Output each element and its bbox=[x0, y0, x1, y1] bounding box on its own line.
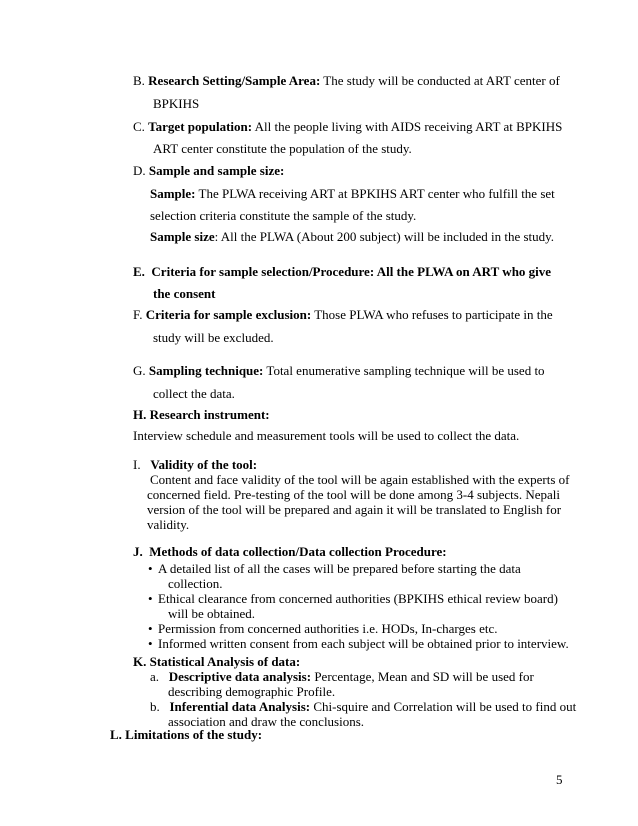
section-j-marker: J. bbox=[133, 544, 143, 559]
analysis-b-line1 bbox=[150, 699, 576, 715]
section-g-text1: Total enumerative sampling technique will be used to bbox=[263, 363, 545, 378]
section-d-line1 bbox=[133, 163, 284, 179]
bullet-4-symbol: • bbox=[148, 636, 153, 651]
section-i-heading: Validity of the tool: bbox=[150, 457, 258, 472]
analysis-a-text1: Percentage, Mean and SD will be used for bbox=[311, 669, 534, 684]
section-f-marker: F. bbox=[133, 307, 143, 322]
section-h-text: Interview schedule and measurement tools will be used to collect the data. bbox=[133, 428, 520, 443]
section-e-line1 bbox=[133, 264, 551, 280]
sample-size-text: : All the PLWA (About 200 subject) will be included in the study. bbox=[214, 229, 555, 244]
section-f-text1: Those PLWA who refuses to participate in the bbox=[311, 307, 553, 322]
bullet-2-line1: Ethical clearance from concerned authorities (BPKIHS ethical review board) bbox=[158, 591, 558, 606]
bullet-3-symbol: • bbox=[148, 621, 153, 636]
sample-definition-line2: selection criteria constitute the sample of the study. bbox=[150, 208, 417, 223]
analysis-b-label: Inferential data Analysis: bbox=[169, 699, 311, 714]
section-f-heading: Criteria for sample exclusion: bbox=[145, 307, 312, 322]
section-h-heading: Research instrument: bbox=[149, 407, 270, 422]
section-k-line1 bbox=[133, 654, 300, 670]
section-e-marker: E. bbox=[133, 264, 145, 279]
bullet-1-symbol: • bbox=[148, 561, 153, 576]
section-l-heading: L. Limitations of the study: bbox=[110, 727, 263, 742]
validity-line2: concerned field. Pre-testing of the tool will be done among 3-4 subjects. Nepali bbox=[147, 487, 560, 502]
section-c-text1: All the people living with AIDS receiving ART at BPKIHS bbox=[252, 119, 563, 134]
section-e-line2: the consent bbox=[153, 286, 216, 301]
section-d-marker: D. bbox=[133, 163, 146, 178]
section-f-line1 bbox=[133, 307, 553, 323]
analysis-a-label: Descriptive data analysis: bbox=[168, 669, 312, 684]
validity-line4: validity. bbox=[147, 517, 190, 532]
bullet-1-line1: A detailed list of all the cases will be prepared before starting the data bbox=[158, 561, 521, 576]
section-i-marker: I. bbox=[133, 457, 141, 472]
section-g-heading: Sampling technique: bbox=[148, 363, 264, 378]
section-g-line2: collect the data. bbox=[153, 386, 235, 401]
validity-line1: Content and face validity of the tool will be again established with the experts of bbox=[150, 472, 570, 487]
section-b-text1: The study will be conducted at ART center of bbox=[320, 73, 560, 88]
section-k-marker: K. bbox=[133, 654, 147, 669]
section-j-line1 bbox=[133, 544, 447, 560]
analysis-a-line2: describing demographic Profile. bbox=[168, 684, 336, 699]
sample-text1: The PLWA receiving ART at BPKIHS ART center who fulfill the set bbox=[195, 186, 555, 201]
section-j-heading: Methods of data collection/Data collection Procedure: bbox=[149, 544, 447, 559]
analysis-b-marker: b. bbox=[150, 699, 160, 714]
analysis-a-marker: a. bbox=[150, 669, 160, 684]
analysis-b-line2: association and draw the conclusions. bbox=[168, 714, 365, 729]
section-k-heading: Statistical Analysis of data: bbox=[149, 654, 301, 669]
section-g-marker: G. bbox=[133, 363, 146, 378]
section-e-text1: Criteria for sample selection/Procedure: All the PLWA on ART who give bbox=[151, 264, 552, 279]
section-g-line1 bbox=[133, 363, 545, 379]
bullet-2-symbol: • bbox=[148, 591, 153, 606]
section-c-heading: Target population: bbox=[148, 119, 253, 134]
sample-size-line bbox=[150, 229, 554, 245]
section-c-marker: C. bbox=[133, 119, 145, 134]
section-d-heading: Sample and sample size: bbox=[148, 163, 285, 178]
section-c-line1 bbox=[133, 119, 562, 135]
analysis-a-line1 bbox=[150, 669, 534, 685]
section-b-heading: Research Setting/Sample Area: bbox=[148, 73, 321, 88]
bullet-1-line2: collection. bbox=[168, 576, 223, 591]
bullet-2-line2: will be obtained. bbox=[168, 606, 256, 621]
section-c-line2: ART center constitute the population of the study. bbox=[153, 141, 412, 156]
bullet-4-line1: Informed written consent from each subject will be obtained prior to interview. bbox=[158, 636, 569, 651]
sample-definition-line1 bbox=[150, 186, 555, 202]
section-i-line1 bbox=[133, 457, 257, 473]
section-h-marker: H. bbox=[133, 407, 147, 422]
analysis-b-text1: Chi-squire and Correlation will be used to find out bbox=[310, 699, 577, 714]
section-f-line2: study will be excluded. bbox=[153, 330, 274, 345]
section-h-line1 bbox=[133, 407, 270, 423]
section-b-line2: BPKIHS bbox=[153, 96, 200, 111]
bullet-3-line1: Permission from concerned authorities i.e. HODs, In-charges etc. bbox=[158, 621, 498, 636]
sample-size-label: Sample size bbox=[150, 229, 215, 244]
page-number: 5 bbox=[556, 772, 563, 787]
sample-label: Sample: bbox=[150, 186, 196, 201]
section-b-marker: B. bbox=[133, 73, 145, 88]
validity-line3: version of the tool will be prepared and again it will be translated to English for bbox=[147, 502, 562, 517]
section-b-line1 bbox=[133, 73, 560, 89]
